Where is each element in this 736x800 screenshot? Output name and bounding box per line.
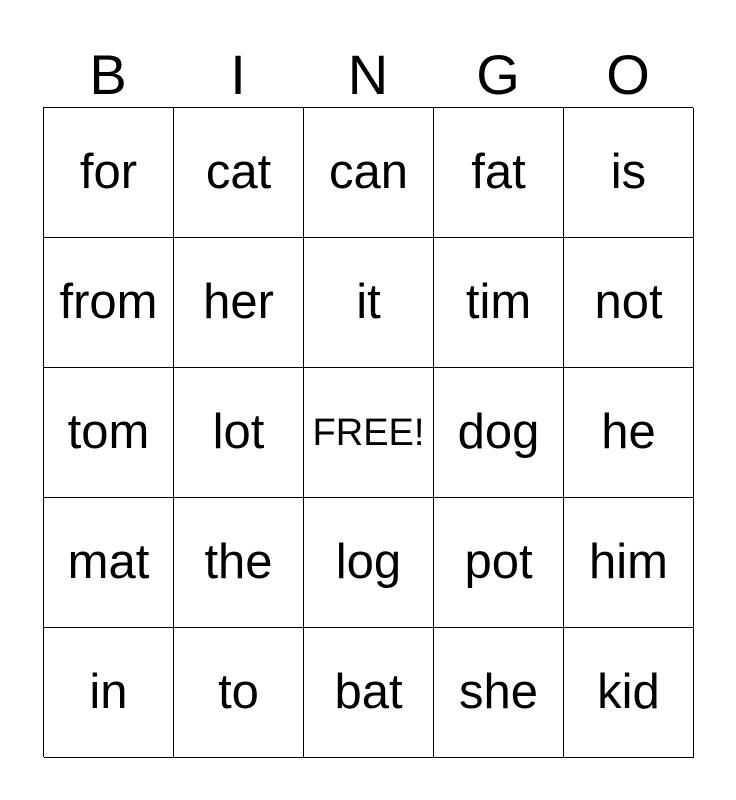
bingo-cell: the bbox=[174, 498, 304, 628]
header-letter-n: N bbox=[347, 43, 389, 106]
bingo-cell: for bbox=[44, 108, 174, 238]
bingo-cell: can bbox=[304, 108, 434, 238]
header-letter-g: G bbox=[476, 43, 520, 106]
bingo-cell: bat bbox=[304, 628, 434, 758]
header-letter-b: B bbox=[89, 43, 127, 106]
bingo-cell: her bbox=[174, 238, 304, 368]
bingo-cell: pot bbox=[434, 498, 564, 628]
bingo-cell: is bbox=[564, 108, 694, 238]
bingo-header bbox=[43, 40, 693, 108]
bingo-cell: mat bbox=[44, 498, 174, 628]
bingo-cell: it bbox=[304, 238, 434, 368]
bingo-cell: cat bbox=[174, 108, 304, 238]
bingo-cell: him bbox=[564, 498, 694, 628]
bingo-cell: in bbox=[44, 628, 174, 758]
header-letter-o: O bbox=[606, 43, 650, 106]
bingo-cell: lot bbox=[174, 368, 304, 498]
bingo-cell: he bbox=[564, 368, 694, 498]
bingo-cell: from bbox=[44, 238, 174, 368]
bingo-cell: tim bbox=[434, 238, 564, 368]
bingo-cell: tom bbox=[44, 368, 174, 498]
bingo-cell: log bbox=[304, 498, 434, 628]
header-letter-i: I bbox=[230, 43, 246, 106]
bingo-cell: not bbox=[564, 238, 694, 368]
bingo-cell: dog bbox=[434, 368, 564, 498]
bingo-cell: to bbox=[174, 628, 304, 758]
bingo-board bbox=[43, 107, 693, 757]
free-space-cell: FREE! bbox=[304, 368, 434, 498]
bingo-cell: she bbox=[434, 628, 564, 758]
bingo-cell: fat bbox=[434, 108, 564, 238]
bingo-cell: kid bbox=[564, 628, 694, 758]
